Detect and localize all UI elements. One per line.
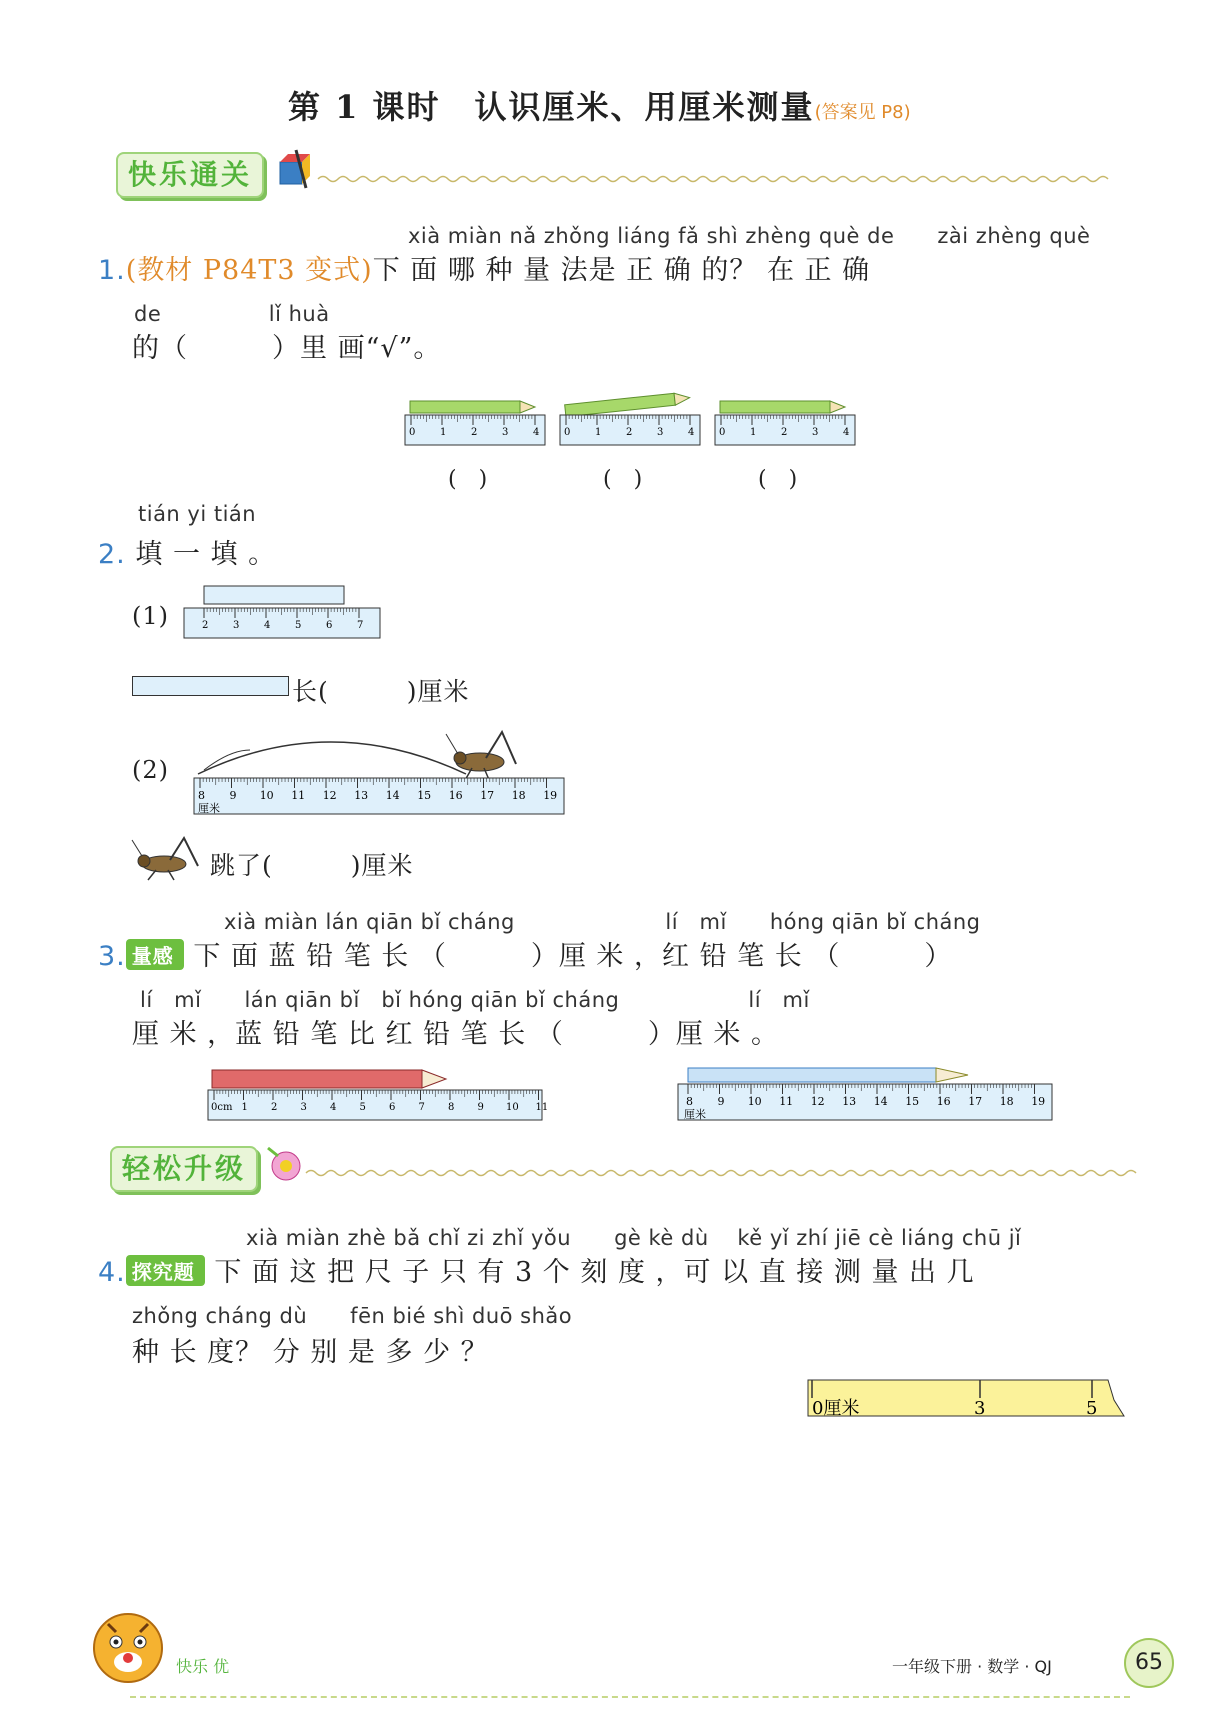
section-banner-kuaile (116, 152, 264, 198)
q3red-tick-label: 2 (271, 1102, 278, 1113)
pencil-cube-icon (276, 148, 312, 192)
q2p2-tick-label: 19 (543, 789, 558, 802)
q2p2-tick-label: 13 (354, 789, 369, 802)
q3blue-tick-label: 16 (936, 1095, 951, 1108)
jump-arc (198, 742, 466, 774)
answer-reference: (答案见 P8) (814, 102, 911, 123)
q2-pinyin: tián yi tián (138, 502, 257, 526)
q1-number: 1. (98, 255, 126, 286)
q2p1-tick-label: 2 (202, 620, 209, 631)
q1-ruler-tick-label: 1 (750, 427, 757, 438)
q3blue-tick-label: 18 (999, 1095, 1014, 1108)
q2p2-tick-label: 17 (480, 789, 495, 802)
q2p1-tick-label: 7 (357, 620, 364, 631)
q4-pinyin-line1: xià miàn zhè bǎ chǐ zi zhǐ yǒu gè kè dù kě yǐ zhí jiē cè liáng chū jǐ (246, 1226, 1022, 1250)
sparkle-ball-icon (264, 1142, 306, 1186)
q2p2-tick-label: 11 (291, 789, 306, 802)
q1-figures (405, 385, 865, 460)
q3blue-tick-label: 9 (717, 1095, 725, 1108)
q4-line1 (98, 1250, 975, 1289)
q1-ruler-tick-label: 2 (781, 427, 788, 438)
q1-pinyin-line1: xià miàn nǎ zhǒng liáng fǎ shì zhèng què de zài zhèng què (408, 224, 1091, 248)
q1-ruler-tick-label: 0 (564, 427, 571, 438)
q1-text-line2: 的（ ）里 画“√”。 (132, 333, 442, 364)
q1-ruler-tick-label: 4 (843, 427, 850, 438)
q4-pinyin-line2: zhǒng cháng dù fēn bié shì duō shǎo (132, 1304, 573, 1328)
q1-text-line1: 下 面 哪 种 量 法是 正 确 的？ 在 正 确 (372, 255, 871, 286)
q3-number: 3. (98, 941, 126, 972)
q3red-tick-label: 3 (300, 1102, 307, 1113)
page-title: 第 1 课时 认识厘米、用厘米测量 (288, 88, 815, 126)
q3blue-tick-label: 14 (873, 1095, 888, 1108)
q2-part2-label: (2) (132, 756, 169, 784)
q4-ruler-label-3: 3 (974, 1398, 986, 1419)
q1-bracket-c[interactable]: ( ) (758, 467, 798, 492)
q1-bracket-a[interactable]: ( ) (448, 467, 488, 492)
q2-number: 2. (98, 539, 126, 570)
q3-blue-pencil-ruler (676, 1062, 1056, 1128)
q1-figure-a (405, 401, 545, 445)
q3red-tick-label: 1 (241, 1102, 248, 1113)
q3blue-unit-label: 厘米 (684, 1108, 706, 1121)
q3red-tick-label: 4 (330, 1102, 337, 1113)
q3blue-tick-label: 15 (905, 1095, 920, 1108)
q1-source: (教材 P84T3 变式) (125, 255, 373, 286)
q2p2-tick-label: 8 (198, 789, 205, 802)
q3-text-line2: 厘 米 ，蓝 铅 笔 比 红 铅 笔 长 （ ）厘 米 。 (132, 1019, 779, 1050)
q3red-tick-label: 8 (448, 1102, 455, 1113)
q3blue-tick-label: 13 (842, 1095, 857, 1108)
q3red-tick-label: 10 (506, 1102, 519, 1113)
q2p2-tick-label: 14 (385, 789, 400, 802)
q2p2-tick-label: 12 (322, 789, 337, 802)
q1-bracket-b[interactable]: ( ) (603, 467, 643, 492)
q3red-tick-label: 11 (535, 1102, 549, 1113)
footer-book-info: 一年级下册 · 数学 · QJ (892, 1657, 1052, 1676)
q1-ruler-tick-label: 2 (626, 427, 633, 438)
section-title: 轻松升级 (122, 1152, 247, 1185)
q1-ruler-tick-label: 4 (688, 427, 695, 438)
q3-pinyin-line2: lí mǐ lán qiān bǐ bǐ hóng qiān bǐ cháng lí mǐ (140, 988, 810, 1012)
q3-pinyin-line1: xià miàn lán qiān bǐ cháng lí mǐ hóng qiān bǐ cháng (224, 910, 981, 934)
q2p2-tick-label: 10 (259, 789, 274, 802)
q2p1-tick-label: 5 (295, 620, 302, 631)
q3blue-tick-label: 17 (968, 1095, 983, 1108)
q3red-tick-label: 0cm (211, 1102, 233, 1113)
q2p2-tick-label: 15 (417, 789, 432, 802)
q3blue-tick-label: 11 (779, 1095, 794, 1108)
q1-ruler-tick-label: 3 (657, 427, 664, 438)
q1-pinyin-line2: de lǐ huà (134, 302, 330, 326)
q3blue-tick-label: 8 (686, 1095, 693, 1108)
page-header (288, 82, 988, 128)
q3red-tick-label: 6 (389, 1102, 396, 1113)
q1-ruler-tick-label: 1 (440, 427, 447, 438)
footer-brand-text: 快乐 优 (176, 1657, 230, 1676)
q3blue-tick-label: 19 (1031, 1095, 1046, 1108)
q4-ruler-label-0: 0厘米 (812, 1398, 860, 1419)
q2p1-tick-label: 4 (264, 620, 271, 631)
q1-ruler-tick-label: 0 (719, 427, 726, 438)
section-title: 快乐通关 (128, 158, 253, 191)
q1-line1 (98, 248, 870, 287)
q2-part1-ruler (184, 584, 384, 650)
q2-text: 填 一 填 。 (135, 539, 277, 570)
q2p2-unit-label: 厘米 (198, 802, 220, 815)
q3-red-pencil-ruler (206, 1064, 549, 1124)
q4-number: 4. (98, 1257, 126, 1288)
section-banner-qingsong (110, 1146, 258, 1192)
grasshopper-icon (446, 732, 516, 782)
q2p2-tick-label: 9 (229, 789, 237, 802)
q4-text-line1: 下 面 这 把 尺 子 只 有 3 个 刻 度 ，可 以 直 接 测 量 出 几 (214, 1257, 975, 1288)
q4-tag: 探究题 (126, 1255, 205, 1286)
q2p2-tick-label: 18 (511, 789, 526, 802)
q1-ruler-tick-label: 2 (471, 427, 478, 438)
q2-part1-label: (1) (132, 602, 169, 630)
q1-ruler-tick-label: 3 (812, 427, 819, 438)
q1-ruler-tick-label: 3 (502, 427, 509, 438)
q2-part2-answer[interactable]: 跳了( )厘米 (210, 851, 414, 880)
q2-line (98, 532, 276, 571)
q3red-tick-label: 9 (477, 1102, 484, 1113)
q3red-tick-label: 5 (359, 1102, 366, 1113)
q4-ruler-label-5: 5 (1086, 1398, 1098, 1419)
q2p2-tick-label: 16 (448, 789, 463, 802)
q2-part1-answer[interactable]: 长( )厘米 (292, 677, 470, 706)
q2-part2-ruler (190, 720, 570, 820)
q1-figure-c (715, 401, 855, 445)
q1-ruler-tick-label: 0 (409, 427, 416, 438)
q3-tag: 量感 (126, 939, 184, 970)
grasshopper-icon (134, 834, 206, 882)
q1-ruler-tick-label: 1 (595, 427, 602, 438)
q2p1-tick-label: 6 (326, 620, 333, 631)
q3-line1 (98, 934, 952, 973)
section-divider-wave (306, 1168, 1138, 1178)
q3blue-tick-label: 12 (810, 1095, 825, 1108)
tiger-mascot-icon (86, 1604, 170, 1688)
q2-part1-segment (132, 676, 289, 696)
section-divider-wave (318, 174, 1138, 184)
q2p1-tick-label: 3 (233, 620, 240, 631)
footer-dashed-line (130, 1696, 1130, 1698)
q3blue-tick-label: 10 (747, 1095, 762, 1108)
footer-brand (176, 1654, 229, 1677)
q4-text-line2: 种 长 度？ 分 别 是 多 少 ？ (132, 1337, 489, 1368)
q3-text-line1: 下 面 蓝 铅 笔 长 （ ）厘 米 ，红 铅 笔 长 （ ） (193, 941, 953, 972)
page-number: 65 (1124, 1638, 1174, 1688)
q1-ruler-tick-label: 4 (533, 427, 540, 438)
q4-ruler (806, 1376, 1128, 1424)
q3red-tick-label: 7 (418, 1102, 425, 1113)
